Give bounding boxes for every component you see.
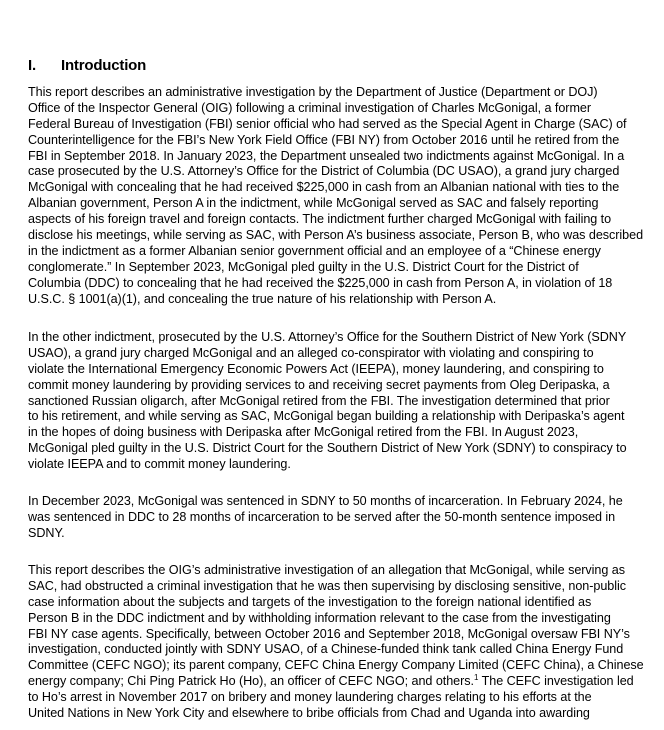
text-line: McGonigal with concealing that he had received $225,000 in cash from an Albanian national with ties to the (28, 180, 620, 195)
text-line: case prosecuted by the U.S. Attorney’s Office for the District of Columbia (DC USAO), a grand jury charged (28, 164, 620, 179)
text-line: case information about the subjects and targets of the investigation to the foreign national identified as (28, 594, 592, 609)
text-line: Committee (CEFC NGO); its parent company, CEFC China Energy Company Limited (CEFC China), a Chinese (28, 658, 644, 673)
text-line: in the hopes of doing business with Deripaska after McGonigal retired from the FBI. In August 2023, (28, 425, 579, 440)
footnote-reference[interactable]: 1 (473, 673, 479, 683)
text-line: In December 2023, McGonigal was sentenced in SDNY to 50 months of incarceration. In February 2024, he (28, 494, 623, 508)
text-line: Counterintelligence for the FBI’s New York Field Office (FBI NY) from October 2016 until he retired from the (28, 132, 620, 147)
text-line: Federal Bureau of Investigation (FBI) senior official who had served as the Special Agent in Charge (SAC) of (28, 116, 627, 131)
text-segment: energy company; Chi Ping Patrick Ho (Ho), an officer of CEFC NGO; and others. (28, 674, 474, 689)
text-line: violate the International Emergency Economic Powers Act (IEEPA), money laundering, and conspiring to (28, 361, 604, 376)
text-line: Person B in the DDC indictment and by withholding information relevant to the case from the investigating (28, 610, 611, 625)
text-line: USAO), a grand jury charged McGonigal and an alleged co-conspirator with violating and conspiring to (28, 345, 594, 360)
text-line: SAC, had obstructed a criminal investigation that he was then supervising by disclosing sensitive, non-public (28, 578, 626, 593)
text-line: to Ho’s arrest in November 2017 on bribery and money laundering charges relating to his efforts at the (28, 690, 592, 705)
text-line: was sentenced in DDC to 28 months of incarceration to be served after the 50-month sentence imposed in (28, 509, 616, 524)
text-line: disclose his meetings, while serving as SAC, with Person A’s business associate, Person B, who was described (28, 228, 644, 243)
paragraph-2 (28, 330, 628, 473)
text-line: violate IEEPA and to commit money laundering. (28, 457, 291, 472)
text-segment: The CEFC investigation led (478, 674, 634, 689)
text-line: aspects of his foreign travel and foreign contacts. The indictment further charged McGonigal with failing to (28, 212, 612, 227)
paragraph-3 (28, 494, 628, 542)
text-line: McGonigal pled guilty in the U.S. District Court for the Southern District of New York (SDNY) to conspiracy to (28, 441, 627, 456)
text-line: SDNY. (28, 525, 65, 540)
text-line: sanctioned Russian oligarch, after McGonigal retired from the FBI. The investigation determined that prior (28, 393, 610, 408)
section-number: I. (28, 57, 36, 74)
text-line: This report describes the OIG’s administrative investigation of an allegation that McGonigal, while serving as (28, 563, 625, 577)
text-line: in the indictment as a former Albanian senior government official and an employee of a “Chinese energy (28, 243, 601, 258)
text-line-with-footnote (28, 673, 634, 690)
paragraph-4 (28, 563, 644, 722)
paragraph-1 (28, 85, 644, 307)
section-title: Introduction (61, 57, 147, 74)
text-line: FBI NY case agents. Specifically, between October 2016 and September 2018, McGonigal oversaw FBI NY’s (28, 626, 630, 641)
text-line: FBI in September 2018. In January 2023, the Department unsealed two indictments against McGonigal. In a (28, 148, 625, 163)
text-line: This report describes an administrative investigation by the Department of Justice (Department or DOJ) (28, 85, 598, 99)
text-line: to his retirement, and while serving as SAC, McGonigal began building a relationship with Deripaska’s agent (28, 409, 625, 424)
text-line: Office of the Inspector General (OIG) following a criminal investigation of Charles McGonigal, a former (28, 100, 591, 115)
text-line: investigation, conducted jointly with SDNY USAO, of a Chinese-funded think tank called China Energy Fund (28, 642, 624, 657)
text-line: United Nations in New York City and elsewhere to bribe officials from Chad and Uganda into awarding (28, 706, 590, 721)
text-line: U.S.C. § 1001(a)(1), and concealing the true nature of his relationship with Person A. (28, 291, 497, 306)
text-line: commit money laundering by providing services to and receiving secret payments from Oleg Deripaska, a (28, 377, 610, 392)
section-heading (28, 56, 146, 76)
text-line: In the other indictment, prosecuted by the U.S. Attorney’s Office for the Southern District of New York (SDNY (28, 330, 627, 344)
text-line: Albanian government, Person A in the indictment, while McGonigal served as SAC and falsely reporting (28, 196, 599, 211)
text-line: Columbia (DDC) to concealing that he had received the $225,000 in cash from Person A, in violation of 18 (28, 275, 613, 290)
text-line: conglomerate.” In September 2023, McGonigal pled guilty in the U.S. District Court for the District of (28, 259, 579, 274)
